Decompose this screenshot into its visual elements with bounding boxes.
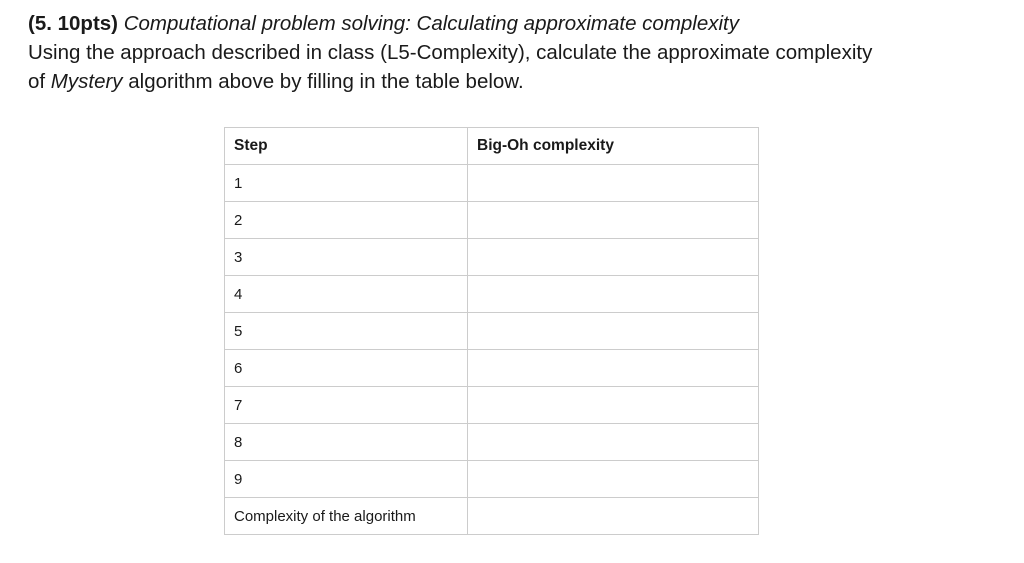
points-label: (5. 10pts) bbox=[28, 12, 118, 35]
table-row bbox=[225, 165, 759, 202]
table-row bbox=[225, 202, 759, 239]
table-row bbox=[225, 461, 759, 498]
instruction-suffix: algorithm above by filling in the table below. bbox=[122, 70, 524, 93]
big-oh-answer-cell[interactable] bbox=[468, 239, 759, 276]
step-cell: 7 bbox=[225, 387, 468, 424]
table-row bbox=[225, 239, 759, 276]
step-cell: 2 bbox=[225, 202, 468, 239]
algorithm-name: Mystery bbox=[50, 70, 123, 93]
table-row-total bbox=[225, 498, 759, 535]
big-oh-answer-cell[interactable] bbox=[468, 461, 759, 498]
big-oh-column-header: Big-Oh complexity bbox=[468, 128, 759, 165]
instruction-line-1: Using the approach described in class (L5-Complexity), calculate the approximate complexity bbox=[28, 41, 873, 64]
step-cell: 8 bbox=[225, 424, 468, 461]
instruction-prefix: of bbox=[28, 70, 51, 93]
step-cell: 3 bbox=[225, 239, 468, 276]
step-cell: 6 bbox=[225, 350, 468, 387]
step-cell: 4 bbox=[225, 276, 468, 313]
big-oh-answer-cell[interactable] bbox=[468, 202, 759, 239]
table-row bbox=[225, 313, 759, 350]
step-cell: 9 bbox=[225, 461, 468, 498]
table-row bbox=[225, 424, 759, 461]
table-header-row bbox=[225, 128, 759, 165]
big-oh-answer-cell[interactable] bbox=[468, 165, 759, 202]
algorithm-complexity-label: Complexity of the algorithm bbox=[225, 498, 468, 535]
complexity-table bbox=[224, 127, 759, 535]
table-row bbox=[225, 276, 759, 313]
table-row bbox=[225, 350, 759, 387]
step-cell: 5 bbox=[225, 313, 468, 350]
question-title-line bbox=[28, 9, 1008, 38]
big-oh-answer-cell[interactable] bbox=[468, 424, 759, 461]
big-oh-answer-cell[interactable] bbox=[468, 350, 759, 387]
big-oh-answer-cell[interactable] bbox=[468, 276, 759, 313]
question-topic: Computational problem solving: Calculating approximate complexity bbox=[123, 12, 740, 35]
algorithm-complexity-answer-cell[interactable] bbox=[468, 498, 759, 535]
big-oh-answer-cell[interactable] bbox=[468, 313, 759, 350]
big-oh-answer-cell[interactable] bbox=[468, 387, 759, 424]
instruction-line-2 bbox=[28, 67, 1008, 96]
table-row bbox=[225, 387, 759, 424]
step-cell: 1 bbox=[225, 165, 468, 202]
step-column-header: Step bbox=[225, 128, 468, 165]
question-text bbox=[28, 9, 1008, 96]
